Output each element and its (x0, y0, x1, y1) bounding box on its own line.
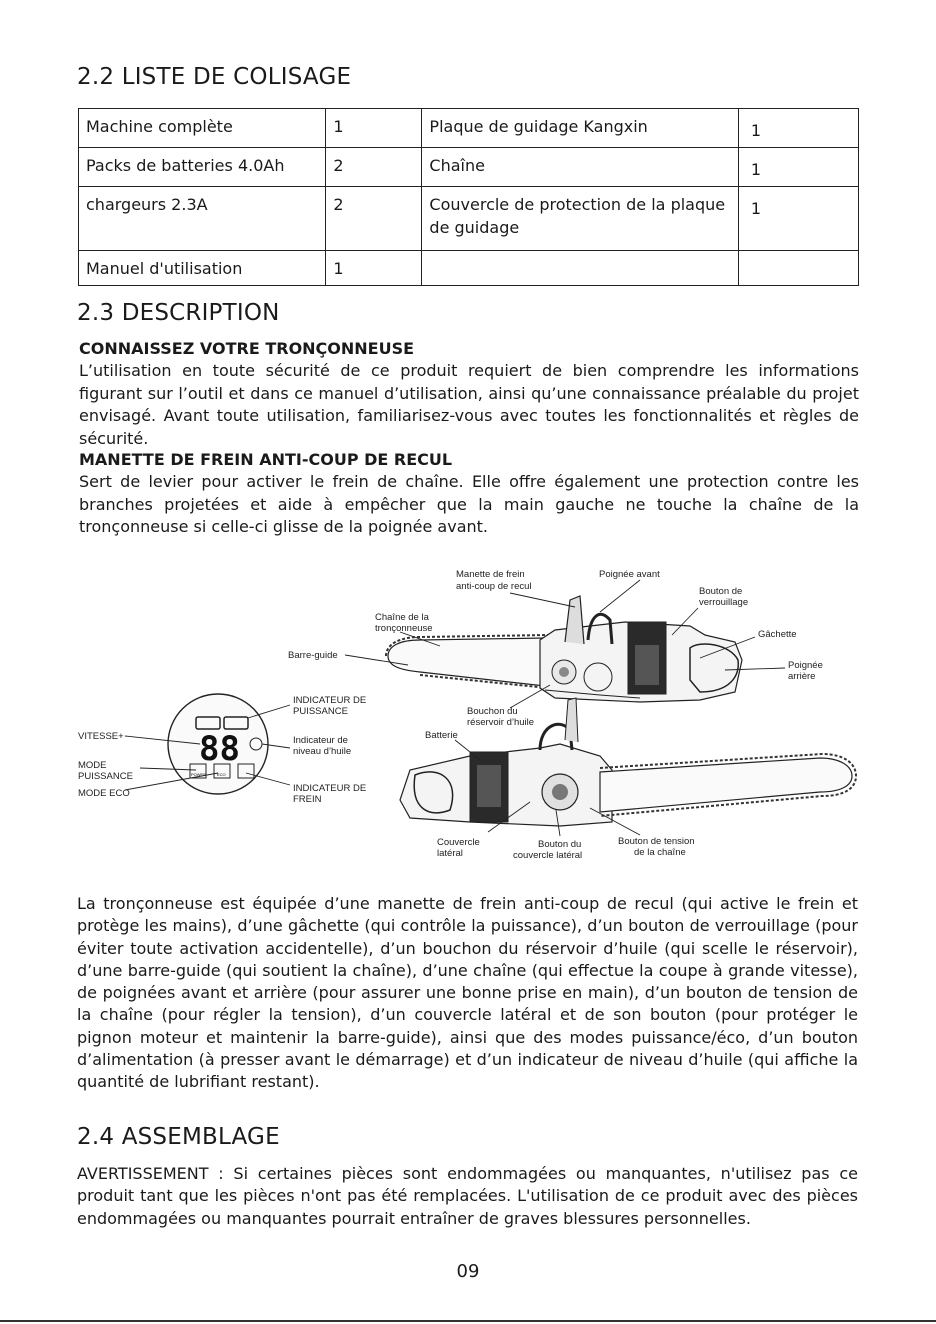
label-battery: Batterie (425, 730, 458, 741)
label-lock-button-2: verrouillage (699, 597, 749, 608)
label-power-indicator-2: PUISSANCE (293, 706, 348, 717)
packing-list-title: 2.2 LISTE DE COLISAGE (77, 64, 352, 90)
table-cell: Plaque de guidage Kangxin (422, 109, 738, 148)
packing-table (78, 108, 859, 286)
label-rear-handle-1: Poignée (788, 660, 823, 671)
label-side-cover-1: Couvercle (437, 837, 480, 848)
table-cell-value: 1 (750, 160, 761, 179)
label-side-cover-knob-1: Bouton du (538, 839, 582, 850)
label-power-indicator-1: INDICATEUR DE (293, 695, 367, 706)
table-cell: 1 (326, 251, 422, 286)
know-text: L’utilisation en toute sécurité de ce produit requiert de bien comprendre les informations figurant sur l’outil et dans ce manuel d’utilisation, ainsi qu’une connaissance préalable du projet envisagé. Avant toute utilisation, familiarisez-vous avec toutes les fonctionnalités et règles de sécurité. (79, 361, 859, 448)
label-chain-1: Chaîne de la (375, 612, 429, 623)
table-cell-value: 1 (750, 121, 761, 140)
label-guide-bar: Barre-guide (288, 650, 338, 661)
table-cell: 2 (326, 148, 422, 187)
table-row (79, 148, 859, 187)
label-oil-cap-1: Bouchon du (467, 706, 518, 717)
label-brake-lever-2: anti-coup de recul (456, 581, 532, 592)
label-brake-lever-1: Manette de frein (456, 569, 525, 580)
table-cell-value (746, 270, 751, 274)
assembly-warning: AVERTISSEMENT : Si certaines pièces sont endommagées ou manquantes, n'utilisez pas ce produit tant que les pièces n'ont pas été remplacées. L'utilisation de ce produit avec des pièces endommagées ou manquantes pourrait entraîner de graves blessures personnelles. (77, 1164, 858, 1228)
table-cell: Couvercle de protection de la plaque de guidage (422, 187, 738, 251)
label-rear-handle-2: arrière (788, 671, 816, 682)
table-cell: Chaîne (422, 148, 738, 187)
bottom-rule (0, 1320, 936, 1322)
table-cell (422, 251, 738, 286)
table-cell-value: 1 (750, 199, 761, 218)
display-digits: 88 (199, 729, 240, 769)
label-tension-knob-2: de la chaîne (634, 847, 686, 858)
chainsaw-top-illustration (386, 596, 742, 702)
brake-heading: MANETTE DE FREIN ANTI-COUP DE RECUL (79, 450, 453, 469)
label-trigger: Gâchette (758, 629, 797, 640)
table-cell: chargeurs 2.3A (79, 187, 326, 251)
mode-eco-icon-label: ECO (217, 772, 226, 777)
page-number: 09 (456, 1261, 480, 1282)
table-cell: Machine complète (79, 109, 326, 148)
chainsaw-diagram (0, 560, 936, 870)
assembly-title: 2.4 ASSEMBLAGE (77, 1124, 280, 1150)
label-side-cover-2: latéral (437, 848, 463, 859)
table-row (79, 187, 859, 251)
label-lock-button-1: Bouton de (699, 586, 743, 597)
label-brake-indicator-2: FREIN (293, 794, 322, 805)
label-power-mode-1: MODE (78, 760, 107, 771)
label-oil-level-2: niveau d’huile (293, 746, 352, 757)
table-cell (738, 148, 858, 187)
description-title: 2.3 DESCRIPTION (77, 300, 280, 326)
mode-power-icon-label: POWER (191, 772, 207, 777)
label-front-handle: Poignée avant (599, 569, 660, 580)
label-power-mode-2: PUISSANCE (78, 771, 133, 782)
table-row (79, 251, 859, 286)
label-brake-indicator-1: INDICATEUR DE (293, 783, 367, 794)
label-oil-cap-2: réservoir d’huile (467, 717, 535, 728)
label-oil-level-1: Indicateur de (293, 735, 348, 746)
table-cell: 2 (326, 187, 422, 251)
label-side-cover-knob-2: couvercle latéral (513, 850, 583, 861)
table-row (79, 109, 859, 148)
brake-lever-shape (565, 596, 584, 644)
table-cell: Packs de batteries 4.0Ah (79, 148, 326, 187)
table-cell: Manuel d'utilisation (79, 251, 326, 286)
label-chain-2: tronçonneuse (375, 623, 433, 634)
table-cell (738, 109, 858, 148)
summary-text: La tronçonneuse est équipée d’une manette de frein anti-coup de recul (qui active le frein et protège les mains), d’une gâchette (qui contrôle la puissance), d’un bouton de verrouillage (pour éviter toute activation accidentelle), d’un bouchon du réservoir d’huile (qui scelle le réservoir), d’une barre-guide (qui soutient la chaîne), d’une chaîne (qui effectue la coupe à grande vitesse), de poignées avant et arrière (pour assurer une bonne prise en main), d’un bouton de tension de la chaîne (pour régler la tension), d’un couvercle latéral et de son bouton (pour protéger le pignon moteur et maintenir la barre-guide), ainsi que des modes puissance/éco, d’un bouton d’alimentation (à presser avant le démarrage) et d’un indicateur de niveau d’huile (qui affiche la quantité de lubrifiant restant). (77, 894, 858, 1092)
table-cell (738, 187, 858, 251)
brake-text: Sert de levier pour activer le frein de chaîne. Elle offre également une protection contre les branches projetées et aide à empêcher que la main gauche ne touche la chaîne de la tronçonneuse si celle-ci glisse de la poignée avant. (79, 472, 859, 536)
know-heading: CONNAISSEZ VOTRE TRONÇONNEUSE (79, 339, 415, 358)
label-tension-knob-1: Bouton de tension (618, 836, 695, 847)
label-speed: VITESSE+ (78, 731, 124, 742)
table-cell: 1 (326, 109, 422, 148)
table-cell (738, 251, 858, 286)
label-eco-mode: MODE ECO (78, 788, 130, 799)
